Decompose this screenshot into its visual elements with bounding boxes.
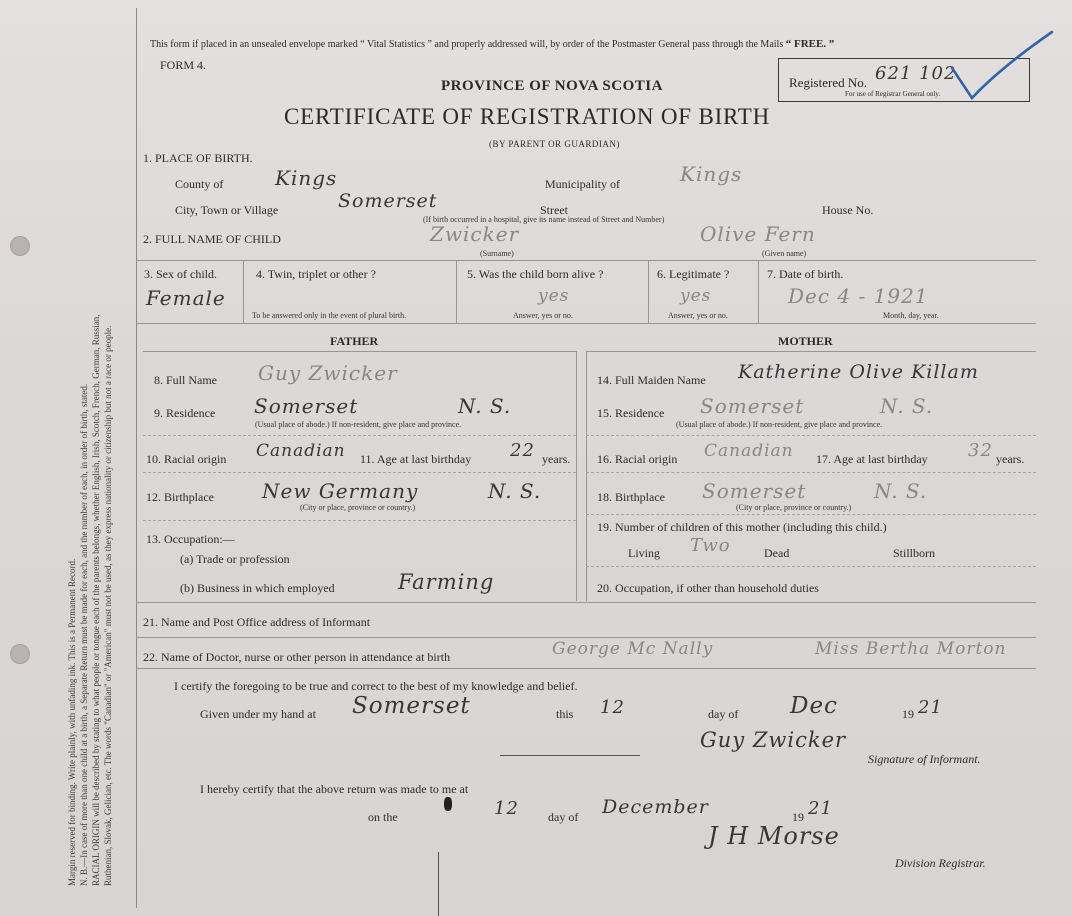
sex-label: 3. Sex of child. [144,267,217,281]
place-heading: 1. PLACE OF BIRTH. [143,151,253,165]
father-racial-value: Canadian [256,441,346,461]
father-residence-note: (Usual place of abode.) If non-resident, give place and province. [255,420,462,429]
divider-line [143,351,576,352]
certify-day-value: 12 [600,697,625,718]
ink-blot-icon [444,797,452,811]
child-name-label: 2. FULL NAME OF CHILD [143,232,281,246]
registrar-year-value: 21 [808,798,833,819]
informant-label: 21. Name and Post Office address of Informant [143,615,371,629]
divider-line [758,260,759,323]
given-caption: (Given name) [762,249,807,258]
mother-birthplace-label: 18. Birthplace [597,490,665,504]
legitimate-value: yes [680,286,712,306]
divider-line [136,668,1036,669]
postal-notice: This form if placed in an unsealed envelope marked “ Vital Statistics ” and properly addressed will, by order of the Postmaster General pass through the Mails “ FREE. ” [150,38,835,50]
county-value: Kings [275,166,338,190]
father-residence-value: Somerset [254,394,359,418]
divider-line [586,351,587,601]
mother-birthplace-province: N. S. [874,479,928,503]
mother-children-label: 19. Number of children of this mother (including this child.) [597,520,887,534]
father-years: years. [542,452,571,466]
divider-line [136,260,1036,261]
left-border-line [136,8,137,908]
informant-signature: Guy Zwicker [700,728,847,752]
attendant-value-1: George Mc Nally [552,639,714,659]
certify-year-value: 21 [918,697,943,718]
province-heading: PROVINCE OF NOVA SCOTIA [441,78,663,94]
mother-name-label: 14. Full Maiden Name [597,373,706,387]
house-label: House No. [822,203,874,217]
mother-occupation-label: 20. Occupation, if other than household duties [597,581,819,595]
free-label: “ FREE. ” [785,38,835,50]
municipality-label: Municipality of [545,177,620,191]
father-business-value: Farming [398,570,495,594]
divider-line [143,435,576,436]
registrar-signature: J H Morse [708,822,840,850]
certificate-title: CERTIFICATE OF REGISTRATION OF BIRTH [284,104,771,129]
child-surname: Zwicker [430,222,520,246]
registrar-text: I hereby certify that the above return was made to me at [200,782,469,796]
legitimate-label: 6. Legitimate ? [657,267,730,281]
certify-text: I certify the foregoing to be true and correct to the best of my knowledge and belief. [174,679,578,693]
living-value: Two [690,535,731,556]
divider-line [136,602,1036,603]
father-birthplace-label: 12. Birthplace [146,490,214,504]
dob-note: Month, day, year. [883,311,939,320]
mother-years: years. [996,452,1025,466]
certify-dayof-label: day of [708,707,739,721]
father-birthplace-value: New Germany [262,479,419,503]
given-under-label: Given under my hand at [200,707,316,721]
hospital-note: (If birth occurred in a hospital, give its name instead of Street and Number) [423,215,665,224]
divider-line [143,472,576,473]
certify-year-prefix: 19 [902,707,914,721]
legitimate-note: Answer, yes or no. [668,311,728,320]
divider-line [456,260,457,323]
mother-residence-value: Somerset [700,394,805,418]
this-label: this [556,707,574,721]
binding-hole [10,236,30,256]
divider-line [243,260,244,323]
given-place-value: Somerset [352,693,471,719]
municipality-value: Kings [680,162,743,186]
twin-note: To be answered only in the event of plural birth. [252,311,407,320]
margin-notes [66,314,114,886]
divider-line [136,637,1036,638]
father-age-label: 11. Age at last birthday [360,452,472,466]
attendant-label: 22. Name of Doctor, nurse or other person in attendance at birth [143,650,451,664]
stillborn-label: Stillborn [893,546,936,560]
father-residence-label: 9. Residence [154,406,216,420]
father-name-label: 8. Full Name [154,373,217,387]
mother-birthplace-value: Somerset [702,479,807,503]
margin-note: Margin reserved for binding. Write plainly, with unfading ink. This is a Permanent Record. [67,558,77,886]
margin-note: RACIAL ORIGIN will be described by stating to what people or tongue each of the parents belongs, whether English, Irish, Scotch, French, German, Russian, [91,314,101,886]
signature-line [500,755,640,756]
registrar-caption: Division Registrar. [895,856,986,870]
onthe-label: on the [368,810,398,824]
mother-age-value: 32 [968,440,993,461]
living-label: Living [628,546,660,560]
alive-value: yes [538,286,570,306]
father-trade-label: (a) Trade or profession [180,552,290,566]
mother-name-value: Katherine Olive Killam [738,361,979,383]
registered-label: Registered No. [789,75,867,90]
street-label: Street [540,203,568,217]
divider-line [576,351,577,601]
registrar-dayof-label: day of [548,810,579,824]
dead-label: Dead [764,546,790,560]
father-business-label: (b) Business in which employed [180,581,335,595]
father-occupation-label: 13. Occupation:— [146,532,235,546]
father-racial-label: 10. Racial origin [146,452,227,466]
certify-month-value: Dec [790,693,838,719]
margin-note: N. B.—In case of more than one child at a birth, a Separate Return must be made for each, and the number of each, in order of birth, stated. [79,383,89,886]
registrar-note: For use of Registrar General only. [845,90,941,98]
county-label: County of [175,177,224,191]
mother-residence-province: N. S. [880,394,934,418]
father-residence-province: N. S. [458,394,512,418]
binding-hole [10,644,30,664]
mother-birthplace-note: (City or place, province or country.) [736,503,852,512]
twin-label: 4. Twin, triplet or other ? [256,267,376,281]
divider-line [136,323,1036,324]
checkmark-icon [930,28,1060,108]
father-birthplace-note: (City or place, province or country.) [300,503,416,512]
father-heading: FATHER [330,334,379,348]
divider-line [586,351,1036,352]
divider-line [586,435,1036,436]
mother-heading: MOTHER [778,334,833,348]
sex-value: Female [146,286,226,310]
dob-label: 7. Date of birth. [767,267,844,281]
father-age-value: 22 [510,440,535,461]
mother-racial-value: Canadian [704,441,794,461]
mother-racial-label: 16. Racial origin [597,452,678,466]
alive-note: Answer, yes or no. [513,311,573,320]
registrar-month-value: December [602,796,709,818]
mother-age-label: 17. Age at last birthday [816,452,928,466]
child-given-name: Olive Fern [700,222,816,246]
margin-note: Ruthenian, Slovak, Gelician, etc. The words "Canadian" or "American" must not be used, as they express nationality or citizenship but not a race or people. [103,325,113,886]
form-number: FORM 4. [160,58,207,72]
divider-line [143,520,576,521]
father-birthplace-province: N. S. [488,479,542,503]
registered-number: 621 102 [875,63,957,84]
mother-residence-note: (Usual place of abode.) If non-resident, give place and province. [676,420,883,429]
certificate-subtitle: (BY PARENT OR GUARDIAN) [489,139,620,149]
divider-line [586,566,1036,567]
alive-label: 5. Was the child born alive ? [467,267,604,281]
father-name-value: Guy Zwicker [258,361,398,385]
divider-line [586,472,1036,473]
attendant-value-2: Miss Bertha Morton [815,639,1007,659]
surname-caption: (Surname) [480,249,514,258]
registrar-year-prefix: 19 [792,810,804,824]
divider-line [586,514,1036,515]
registrar-day-value: 12 [494,798,519,819]
signature-caption: Signature of Informant. [868,752,981,766]
city-value: Somerset [338,190,438,212]
city-label: City, Town or Village [175,203,279,217]
divider-line [648,260,649,323]
mother-residence-label: 15. Residence [597,406,665,420]
fold-mark [438,852,439,916]
dob-value: Dec 4 - 1921 [788,284,929,308]
